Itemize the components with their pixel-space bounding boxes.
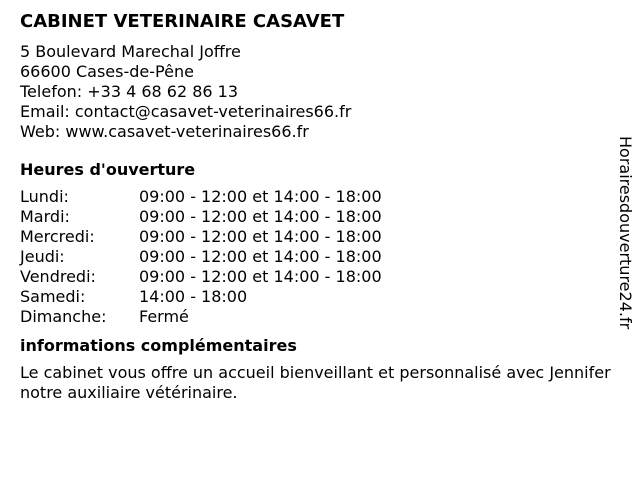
hours-value: 09:00 - 12:00 et 14:00 - 18:00 (139, 247, 382, 266)
hours-row-samedi (20, 287, 610, 307)
hours-day: Vendredi: (20, 267, 96, 286)
hours-value: 14:00 - 18:00 (139, 287, 248, 306)
hours-day: Mardi: (20, 207, 70, 226)
hours-day: Samedi: (20, 287, 86, 306)
hours-day: Jeudi: (20, 247, 65, 266)
hours-day: Dimanche: (20, 307, 107, 326)
hours-row-jeudi (20, 247, 610, 267)
address-city: 66600 Cases-de-Pêne (20, 62, 194, 81)
hours-table (20, 187, 610, 327)
hours-day: Lundi: (20, 187, 69, 206)
business-name: CABINET VETERINAIRE CASAVET (20, 11, 345, 32)
hours-heading: Heures d'ouverture (20, 160, 196, 179)
hours-day: Mercredi: (20, 227, 95, 246)
hours-row-dimanche (20, 307, 610, 327)
hours-row-lundi (20, 187, 610, 207)
phone-number: Telefon: +33 4 68 62 86 13 (20, 82, 239, 101)
address-street: 5 Boulevard Marechal Joffre (20, 42, 241, 61)
hours-value: 09:00 - 12:00 et 14:00 - 18:00 (139, 207, 382, 226)
website-address: Web: www.casavet-veterinaires66.fr (20, 122, 309, 141)
address-block (20, 42, 610, 142)
hours-value: 09:00 - 12:00 et 14:00 - 18:00 (139, 227, 382, 246)
hours-value: 09:00 - 12:00 et 14:00 - 18:00 (139, 187, 382, 206)
hours-row-mardi (20, 207, 610, 227)
hours-row-mercredi (20, 227, 610, 247)
hours-row-vendredi (20, 267, 610, 287)
info-heading: informations complémentaires (20, 336, 297, 355)
hours-value: 09:00 - 12:00 et 14:00 - 18:00 (139, 267, 382, 286)
site-credit-watermark: Horairesdouverture24.fr (616, 136, 635, 330)
hours-value: Fermé (139, 307, 189, 326)
business-card (20, 10, 610, 403)
info-text: Le cabinet vous offre un accueil bienveillant et personnalisé avec Jennifer notre auxiliaire vétérinaire. (20, 363, 611, 402)
email-address: Email: contact@casavet-veterinaires66.fr (20, 102, 352, 121)
